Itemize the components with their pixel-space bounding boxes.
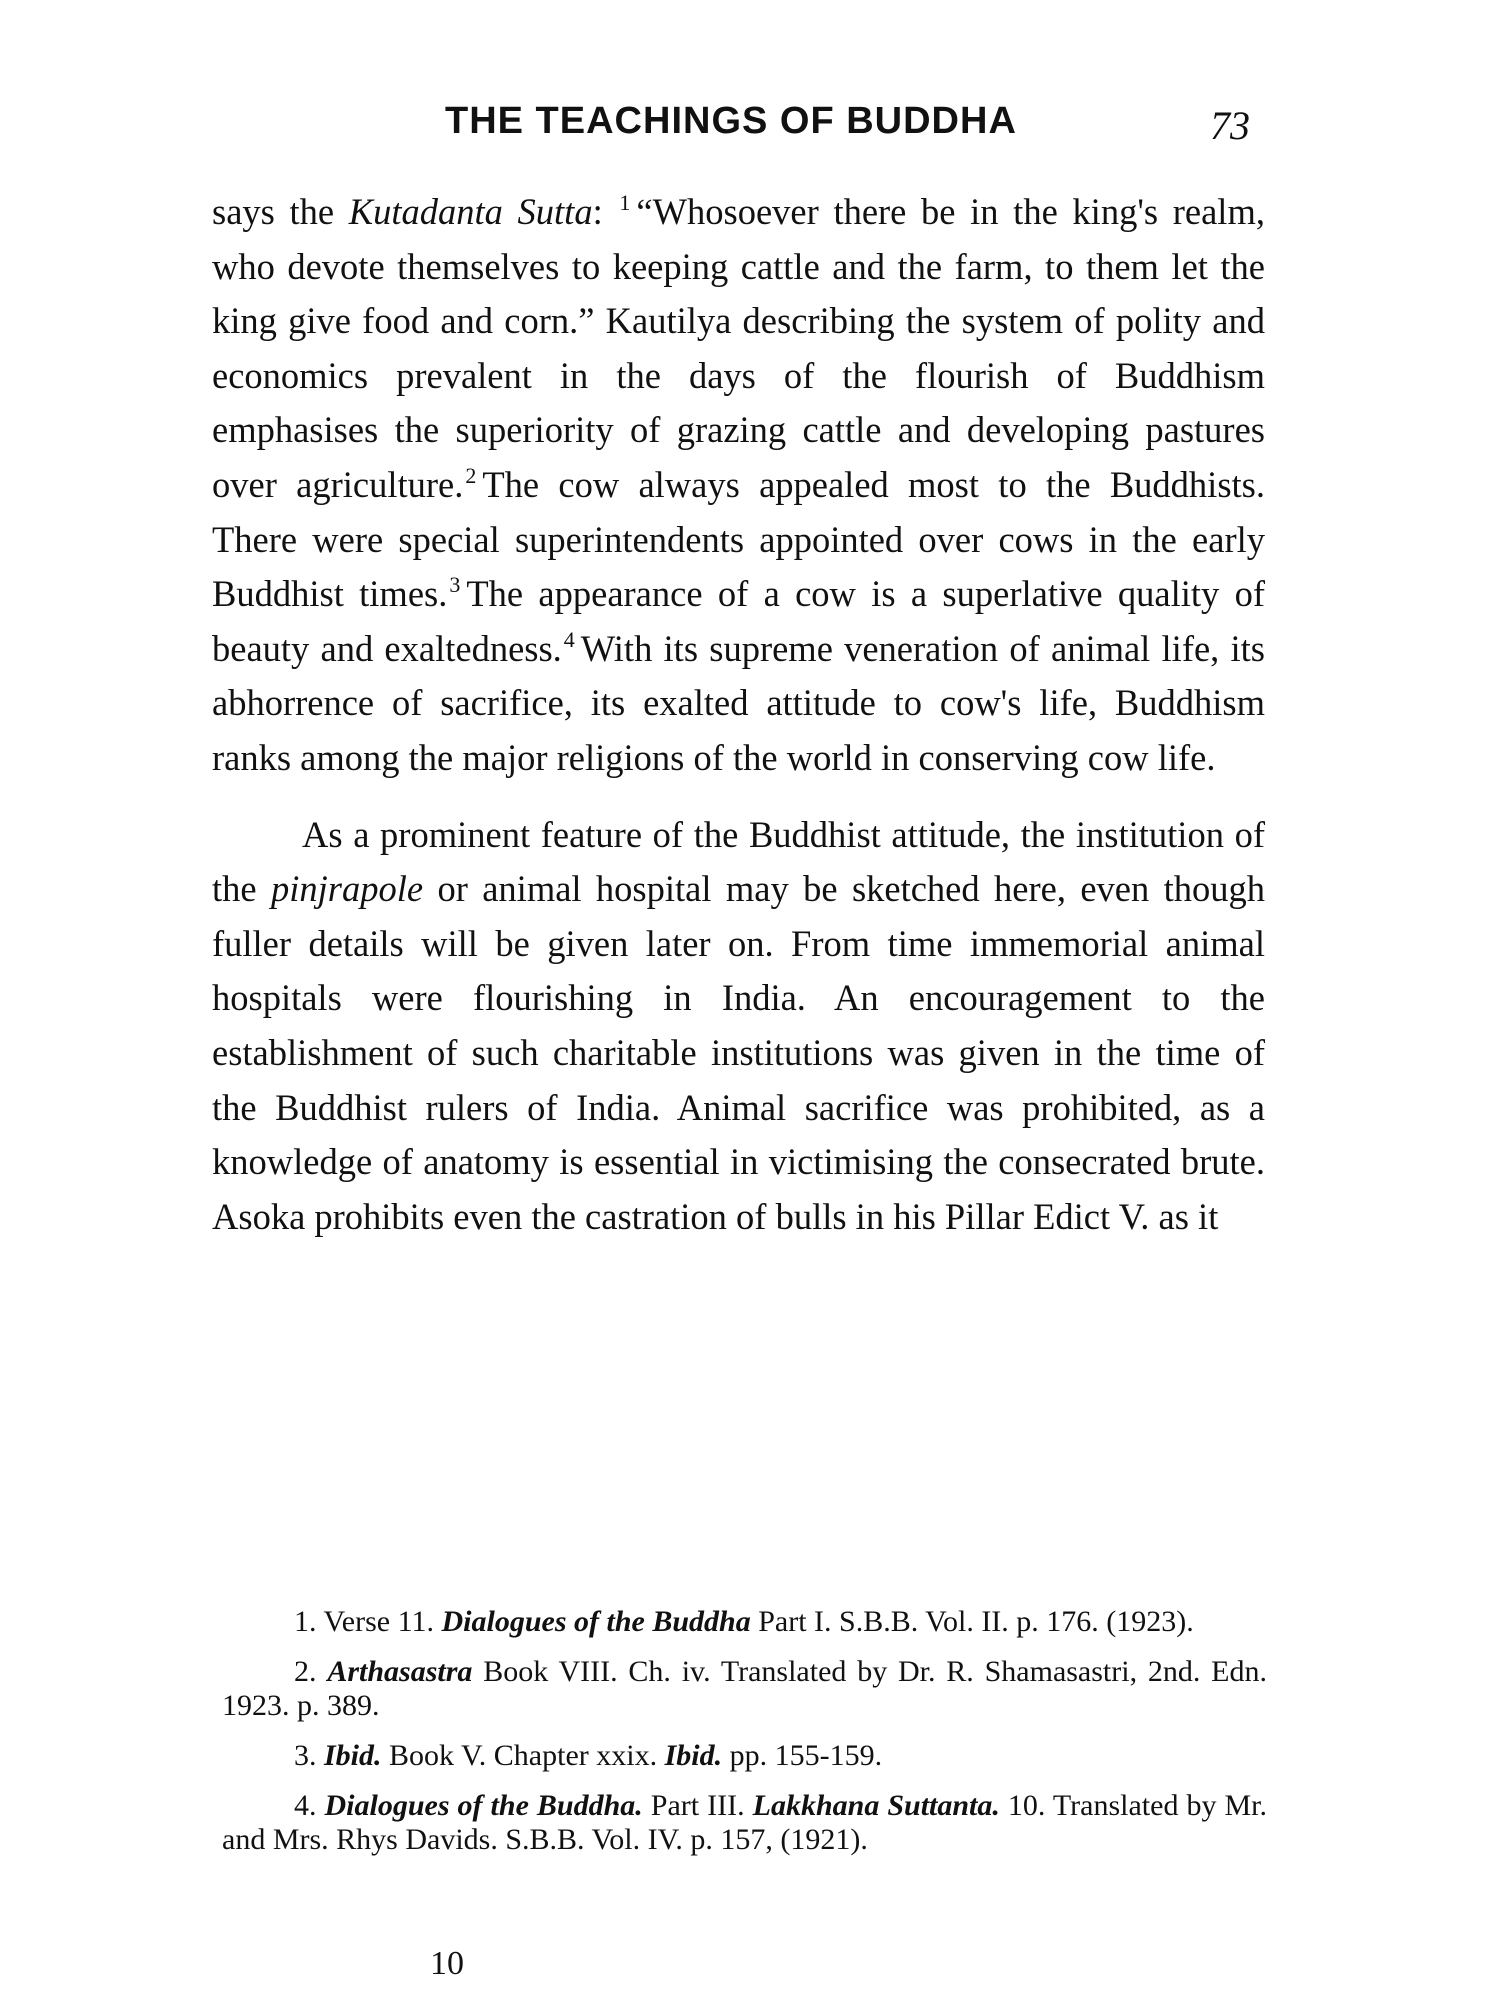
paragraph-2 (212, 808, 1265, 1245)
term-pinjrapole: pinjrapole (270, 868, 424, 910)
footnotes (222, 1605, 1267, 1873)
footnote-text: Part I. S.B.B. Vol. II. p. 176. (1923). (750, 1605, 1194, 1638)
text-run: or animal hospital may be sketched here, even though fuller details will be given later on. From time immemorial animal hospitals were flourishing in India. An encouragement to the establishment of such charitable institutions was given in the time of the Buddhist rulers of India. Animal sacrifice was prohibited, as a knowledge of anatomy is essential in victimising the consecrated brute. Asoka prohibits even the castration of bulls in his Pillar Edict V. as it (212, 868, 1265, 1237)
footnote-3 (222, 1739, 1267, 1773)
text-run: “Whosoever there be in the king's realm, who devote themselves to keeping cattle and the farm, to them let the king give food and corn.” Kautilya describing the system of polity and economics prevalent in the days of the flourish of Buddhism emphasises the superiority of grazing cattle and developing pastures over agriculture. (212, 191, 1265, 505)
footnote-text: 10. Translated by Mr. and Mrs. Rhys Davids. S.B.B. Vol. IV. p. 157, (1921). (222, 1789, 1267, 1856)
text-run: The appearance of a cow is a superlative quality of beauty and exaltedness. (212, 573, 1265, 669)
footnote-text: Book VIII. Ch. iv. Translated by Dr. R. Shamasastri, 2nd. Edn. 1923. p. 389. (222, 1655, 1268, 1722)
paragraph-1 (212, 185, 1265, 786)
footnote-text: pp. 155-159. (722, 1739, 883, 1772)
footnote-title: Arthasastra (327, 1655, 473, 1688)
footnote-text: 2. (294, 1655, 328, 1688)
footnote-ref-4: 4 (563, 626, 575, 652)
footnote-title: Dialogues of the Buddha. (324, 1789, 643, 1822)
footnote-title: Ibid. (324, 1739, 382, 1772)
footnote-text: 4. (294, 1789, 325, 1822)
footnote-2 (222, 1655, 1267, 1723)
footnote-text: 3. (294, 1739, 324, 1772)
text-run: The cow always appealed most to the Buddhists. There were special superintendents appointed over cows in the early Buddhist times. (212, 463, 1265, 615)
text-run: : (592, 191, 618, 232)
running-title: THE TEACHINGS OF BUDDHA (445, 100, 1017, 142)
text-run: With its supreme veneration of animal life, its abhorrence of sacrifice, its exalted attitude to cow's life, Buddhism ranks among the major religions of the world in conserving cow life. (212, 627, 1265, 778)
page-header (210, 100, 1260, 160)
footnote-title: Dialogues of the Buddha (441, 1605, 751, 1638)
signature-mark: 10 (430, 1945, 464, 1982)
footnote-ref-2: 2 (465, 462, 477, 488)
text-run: says the (212, 191, 349, 232)
body-text (212, 185, 1265, 1244)
text-run: As a prominent feature of the Buddhist attitude, the institution of the (212, 813, 1265, 910)
footnote-ref-1: 1 (619, 190, 631, 215)
footnote-text: 1. Verse 11. (294, 1605, 442, 1638)
footnote-ref-3: 3 (449, 572, 461, 598)
footnote-title: Ibid. (664, 1739, 723, 1772)
footnote-4 (222, 1789, 1267, 1857)
page-number: 73 (1210, 103, 1250, 148)
footnote-text: Part III. (642, 1789, 753, 1822)
title-kutadanta-sutta: Kutadanta Sutta (348, 191, 593, 232)
footnote-1 (222, 1605, 1267, 1639)
footnote-title: Lakkhana Suttanta. (752, 1789, 1000, 1822)
footnote-text: Book V. Chapter xxix. (381, 1739, 665, 1772)
